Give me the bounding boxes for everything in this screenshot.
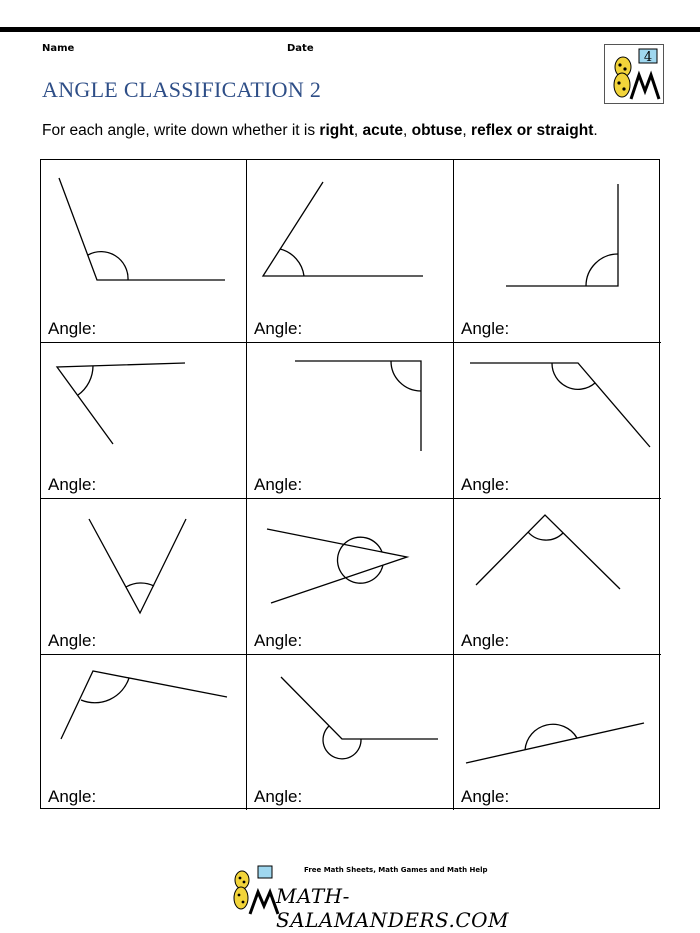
angle-cell-1	[41, 160, 247, 343]
instructions: For each angle, write down whether it is right, acute, obtuse, reflex or straight.	[42, 122, 598, 139]
angle-label: Angle:	[254, 475, 303, 494]
angle-figure-2	[247, 160, 454, 343]
angle-cell-9	[454, 499, 661, 655]
grade-badge: 4	[643, 50, 653, 65]
angle-grid	[40, 159, 660, 809]
angle-label: Angle:	[461, 631, 510, 650]
angle-label: Angle:	[48, 631, 97, 650]
angle-label: Angle:	[48, 787, 97, 806]
angle-figure-3	[454, 160, 661, 343]
salamander-logo	[604, 44, 664, 104]
angle-label: Angle:	[48, 475, 97, 494]
angle-label: Angle:	[461, 475, 510, 494]
angle-cell-6	[454, 343, 661, 499]
angle-label: Angle:	[461, 319, 510, 338]
angle-cell-12	[454, 655, 661, 810]
angle-label: Angle:	[254, 319, 303, 338]
angle-cell-4	[41, 343, 247, 499]
angle-cell-5	[247, 343, 454, 499]
angle-cell-10	[41, 655, 247, 810]
angle-cell-3	[454, 160, 661, 343]
angle-cell-7	[41, 499, 247, 655]
angle-label: Angle:	[48, 319, 97, 338]
angle-cell-8	[247, 499, 454, 655]
page-title: ANGLE CLASSIFICATION 2	[42, 77, 322, 102]
angle-label: Angle:	[254, 787, 303, 806]
angle-label: Angle:	[254, 631, 303, 650]
angle-label: Angle:	[461, 787, 510, 806]
angle-figure-1	[41, 160, 247, 343]
date-label: Date	[287, 43, 314, 54]
footer-brand: MATH-SALAMANDERS.COM	[276, 884, 510, 932]
angle-cell-2	[247, 160, 454, 343]
name-label: Name	[42, 43, 75, 54]
footer-tagline: Free Math Sheets, Math Games and Math Help	[304, 866, 488, 874]
top-rule	[0, 27, 700, 32]
footer-branding	[228, 862, 510, 932]
angle-cell-11	[247, 655, 454, 810]
